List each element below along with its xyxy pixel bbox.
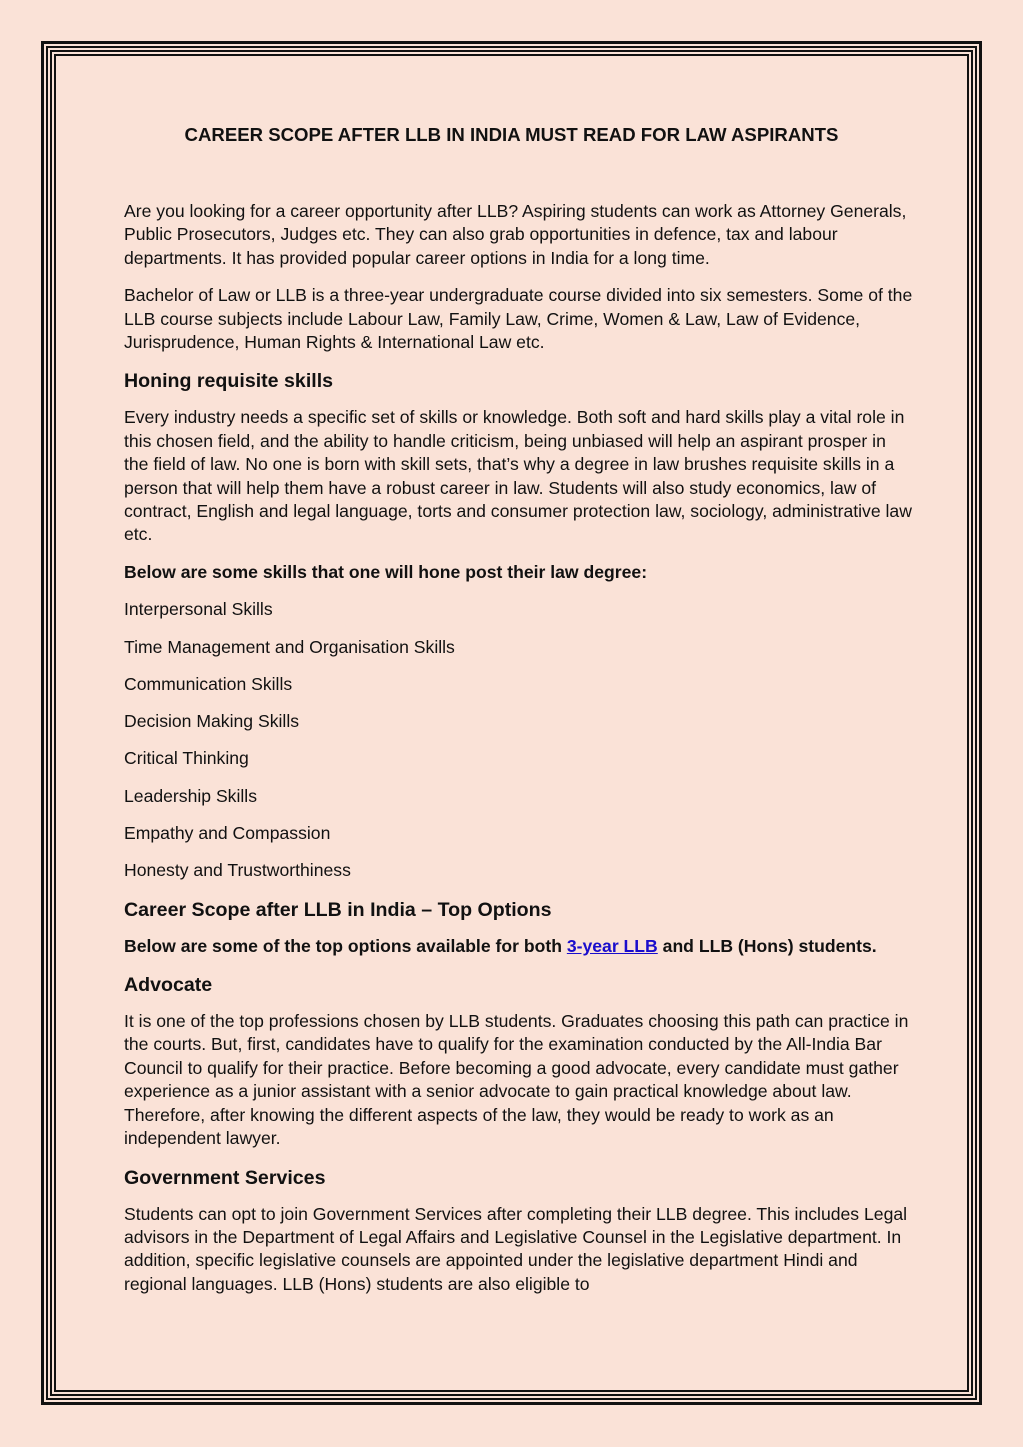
skill-item: Interpersonal Skills xyxy=(124,599,273,620)
three-year-llb-link[interactable]: 3-year LLB xyxy=(566,935,658,956)
article xyxy=(124,122,914,1310)
skill-item: Empathy and Compassion xyxy=(124,823,331,844)
advocate-paragraph: It is one of the top professions chosen by LLB students. Graduates choosing this path can practice in the courts. But, first, candidates have to qualify for the examination conducted by the All-India Bar Council to qualify for their practice. Before becoming a good advocate, every candidate must gather experience as a junior assistant with a senior advocate to gain practical knowledge about law. Therefore, after knowing the different aspects of the law, they would be ready to work as an independent lawyer. xyxy=(124,1011,909,1149)
skill-item: Time Management and Organisation Skills xyxy=(124,636,455,657)
government-paragraph: Students can opt to join Government Services after completing their LLB degree. This includes Legal advisors in the Department of Legal Affairs and Legislative Counsel in the Legislative department. In addition, specific legislative counsels are appointed under the legislative department Hindi and regional languages. LLB (Hons) students are also eligible to xyxy=(124,1203,908,1294)
skills-list xyxy=(124,598,914,882)
career-intro xyxy=(124,935,914,958)
government-heading: Government Services xyxy=(124,1166,326,1189)
career-heading: Career Scope after LLB in India – Top Options xyxy=(124,898,552,921)
career-intro-before: Below are some of the top options available for both xyxy=(124,935,567,956)
skill-item: Honesty and Trustworthiness xyxy=(124,860,351,881)
intro-paragraph-1: Are you looking for a career opportunity after LLB? Aspiring students can work as Attorney Generals, Public Prosecutors, Judges etc. They can also grab opportunities in defence, tax and labour departments. It has provided popular career options in India for a long time. xyxy=(124,201,907,268)
intro-paragraph-2: Bachelor of Law or LLB is a three-year undergraduate course divided into six semesters. Some of the LLB course subjects include Labour Law, Family Law, Crime, Women & Law, Law of Evidence, Jurisprudence, Human Rights & International Law etc. xyxy=(124,285,913,353)
advocate-heading: Advocate xyxy=(124,974,213,997)
skill-item: Communication Skills xyxy=(124,673,293,694)
career-intro-after: and LLB (Hons) students. xyxy=(657,935,877,956)
skill-item: Leadership Skills xyxy=(124,785,258,806)
page-title: CAREER SCOPE AFTER LLB IN INDIA MUST READ FOR LAW ASPIRANTS xyxy=(184,124,839,145)
honing-heading: Honing requisite skills xyxy=(124,370,334,393)
honing-paragraph: Every industry needs a specific set of skills or knowledge. Both soft and hard skills play a vital role in this chosen field, and the ability to handle criticism, being unbiased will help an aspirant prosper in the field of law. No one is born with skill sets, that’s why a degree in law brushes requisite skills in a person that will help them have a robust career in law. Students will also study economics, law of contract, English and legal language, torts and consumer protection law, sociology, administrative law etc. xyxy=(124,407,912,545)
skills-intro: Below are some skills that one will hone post their law degree: xyxy=(124,561,648,582)
skill-item: Critical Thinking xyxy=(124,748,249,769)
skill-item: Decision Making Skills xyxy=(124,711,300,732)
